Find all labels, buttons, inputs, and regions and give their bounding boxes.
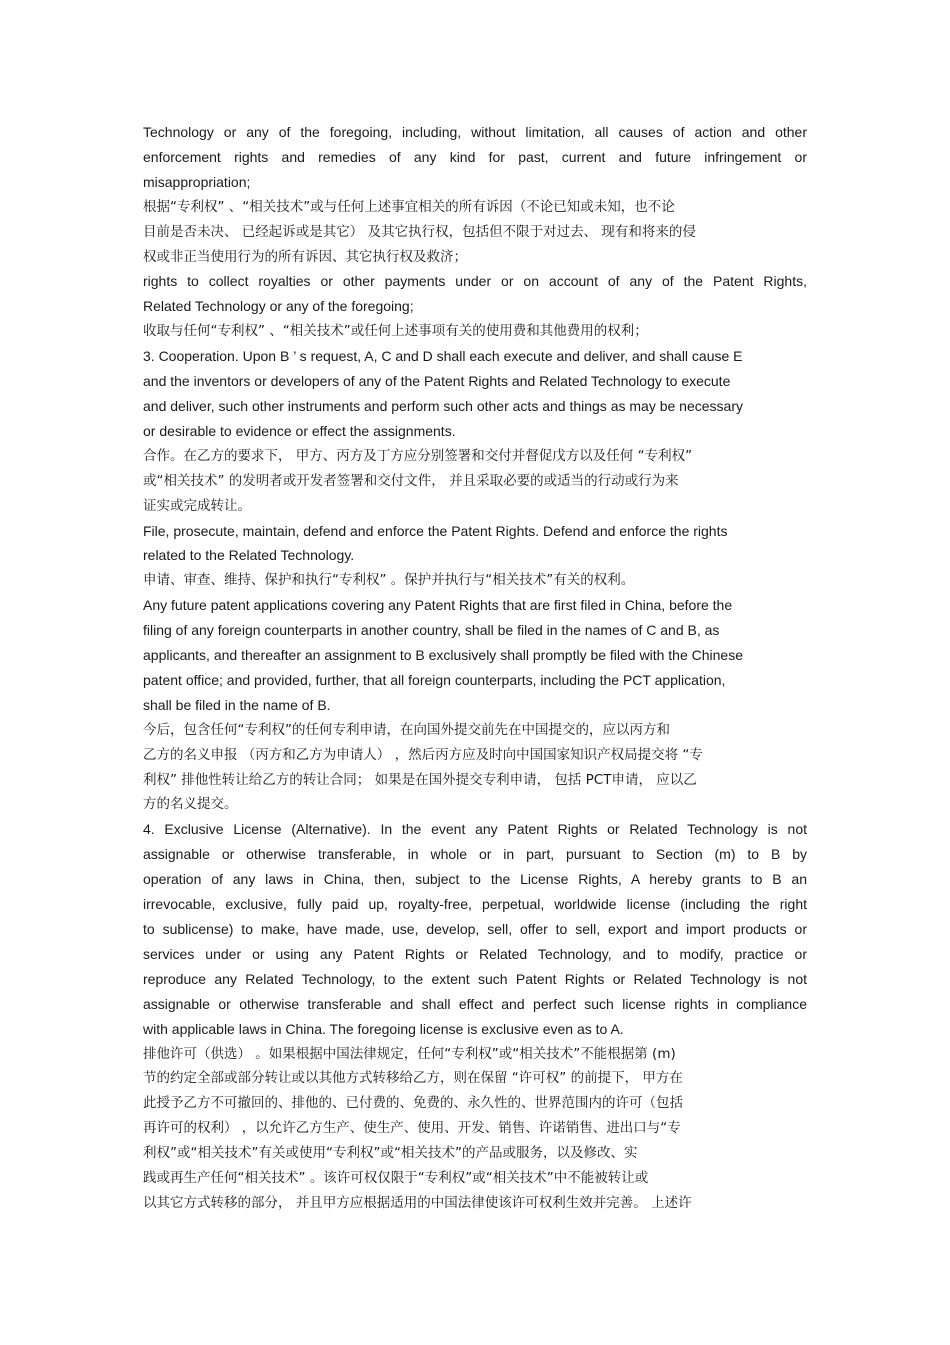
text-line: patent office; and provided, further, that all foreign counterparts, including the PCT application, bbox=[143, 671, 726, 688]
text-line: filing of any foreign counterparts in another country, shall be filed in the names of C and B, as bbox=[143, 622, 720, 639]
text-line: assignable or otherwise transferable and shall effect and perfect such license rights in compliance bbox=[143, 995, 807, 1012]
text-line: 申请、审查、维持、保护和执行“专利权” 。保护并执行与“相关技术”有关的权利。 bbox=[143, 572, 635, 589]
text-line: 证实或完成转让。 bbox=[143, 497, 251, 514]
text-line: Technology or any of the foregoing, including, without limitation, all causes of action and other bbox=[143, 124, 807, 140]
text-line: 根据“专利权” 、“相关技术”或与任何上述事宜相关的所有诉因（不论已知或未知，也不论 bbox=[143, 198, 675, 215]
chinese-paragraph bbox=[143, 568, 807, 593]
text-line: 此授予乙方不可撤回的、排他的、已付费的、免费的、永久性的、世界范围内的许可（包括 bbox=[143, 1095, 683, 1112]
english-paragraph bbox=[143, 120, 807, 195]
chinese-paragraph bbox=[143, 195, 807, 270]
text-line: 或“相关技术” 的发明者或开发者签署和交付文件， 并且采取必要的或适当的行动或行为来 bbox=[143, 472, 679, 489]
text-line: 排他许可（供选） 。如果根据中国法律规定，任何“专利权”或“相关技术”不能根据第 (m) bbox=[143, 1045, 676, 1062]
text-line: operation of any laws in China, then, subject to the License Rights, A hereby grants to B an bbox=[143, 871, 807, 888]
chinese-paragraph bbox=[143, 444, 807, 519]
text-line: 方的名义提交。 bbox=[143, 796, 238, 813]
text-line: assignable or otherwise transferable, in whole or in part, pursuant to Section (m) to B by bbox=[143, 846, 807, 863]
text-line: 以其它方式转移的部分， 并且甲方应根据适用的中国法律使该许可权利生效并完善。 上述许 bbox=[143, 1194, 692, 1211]
text-line: rights to collect royalties or other payments under or on account of any of the Patent Rights, bbox=[143, 273, 807, 290]
text-line: File, prosecute, maintain, defend and enforce the Patent Rights. Defend and enforce the rights bbox=[143, 522, 728, 539]
text-line: 乙方的名义申报 （丙方和乙方为申请人） ，然后丙方应及时向中国国家知识产权局提交将 “专 bbox=[143, 746, 703, 763]
text-line: irrevocable, exclusive, fully paid up, royalty-free, perpetual, worldwide license (including the right bbox=[143, 896, 807, 913]
text-line: Related Technology or any of the foregoing; bbox=[143, 298, 414, 315]
english-paragraph bbox=[143, 519, 807, 569]
text-line: misappropriation; bbox=[143, 173, 251, 190]
text-line: 合作。在乙方的要求下， 甲方、丙方及丁方应分别签署和交付并督促戊方以及任何 “专利权” bbox=[143, 447, 693, 464]
text-line: Any future patent applications covering any Patent Rights that are first filed in China, before the bbox=[143, 597, 733, 614]
english-paragraph bbox=[143, 593, 807, 718]
text-line: related to the Related Technology. bbox=[143, 547, 355, 564]
chinese-paragraph bbox=[143, 319, 807, 344]
text-line: reproduce any Related Technology, to the extent such Patent Rights or Related Technology is not bbox=[143, 970, 807, 987]
english-paragraph bbox=[143, 269, 807, 319]
text-line: 利权”或“相关技术”有关或使用“专利权”或“相关技术”的产品或服务，以及修改、实 bbox=[143, 1145, 638, 1162]
text-line: and deliver, such other instruments and perform such other acts and things as may be necessary bbox=[143, 397, 743, 414]
document-body bbox=[143, 120, 807, 1216]
text-line: 利权” 排他性转让给乙方的转让合同； 如果是在国外提交专利申请， 包括 PCT申请， 应以乙 bbox=[143, 771, 697, 788]
text-line: 践或再生产任何“相关技术” 。该许可权仅限于“专利权”或“相关技术”中不能被转让或 bbox=[143, 1170, 649, 1187]
chinese-paragraph bbox=[143, 1042, 807, 1216]
english-paragraph bbox=[143, 817, 807, 1041]
text-line: enforcement rights and remedies of any kind for past, current and future infringement or bbox=[143, 148, 807, 165]
text-line: or desirable to evidence or effect the assignments. bbox=[143, 422, 456, 439]
text-line: 收取与任何“专利权” 、“相关技术”或任何上述事项有关的使用费和其他费用的权利； bbox=[143, 323, 648, 340]
text-line: 目前是否未决、 已经起诉或是其它） 及其它执行权，包括但不限于对过去、 现有和将来的侵 bbox=[143, 223, 696, 240]
text-line: applicants, and thereafter an assignment to B exclusively shall promptly be filed with the Chinese bbox=[143, 647, 743, 664]
english-paragraph bbox=[143, 344, 807, 444]
text-line: shall be filed in the name of B. bbox=[143, 696, 331, 713]
text-line: services under or using any Patent Rights or Related Technology, and to modify, practice or bbox=[143, 945, 807, 962]
chinese-paragraph bbox=[143, 718, 807, 818]
text-line: to sublicense) to make, have made, use, develop, sell, offer to sell, export and import products or bbox=[143, 921, 807, 937]
text-line: with applicable laws in China. The foregoing license is exclusive even as to A. bbox=[143, 1020, 624, 1037]
text-line: 3. Cooperation. Upon B ’ s request, A, C and D shall each execute and deliver, and shall cause E bbox=[143, 348, 743, 365]
text-line: 再许可的权利） ，以允许乙方生产、使生产、使用、开发、销售、许诺销售、进出口与“专 bbox=[143, 1120, 681, 1137]
text-line: 今后，包含任何“专利权”的任何专利申请，在向国外提交前先在中国提交的，应以丙方和 bbox=[143, 721, 670, 738]
text-line: 权或非正当使用行为的所有诉因、其它执行权及救济； bbox=[143, 248, 467, 265]
text-line: and the inventors or developers of any of the Patent Rights and Related Technology to execute bbox=[143, 373, 731, 390]
text-line: 节的约定全部或部分转让或以其他方式转移给乙方，则在保留 “许可权” 的前提下， 甲方在 bbox=[143, 1070, 683, 1087]
text-line: 4. Exclusive License (Alternative). In the event any Patent Rights or Related Technology is not bbox=[143, 821, 807, 838]
